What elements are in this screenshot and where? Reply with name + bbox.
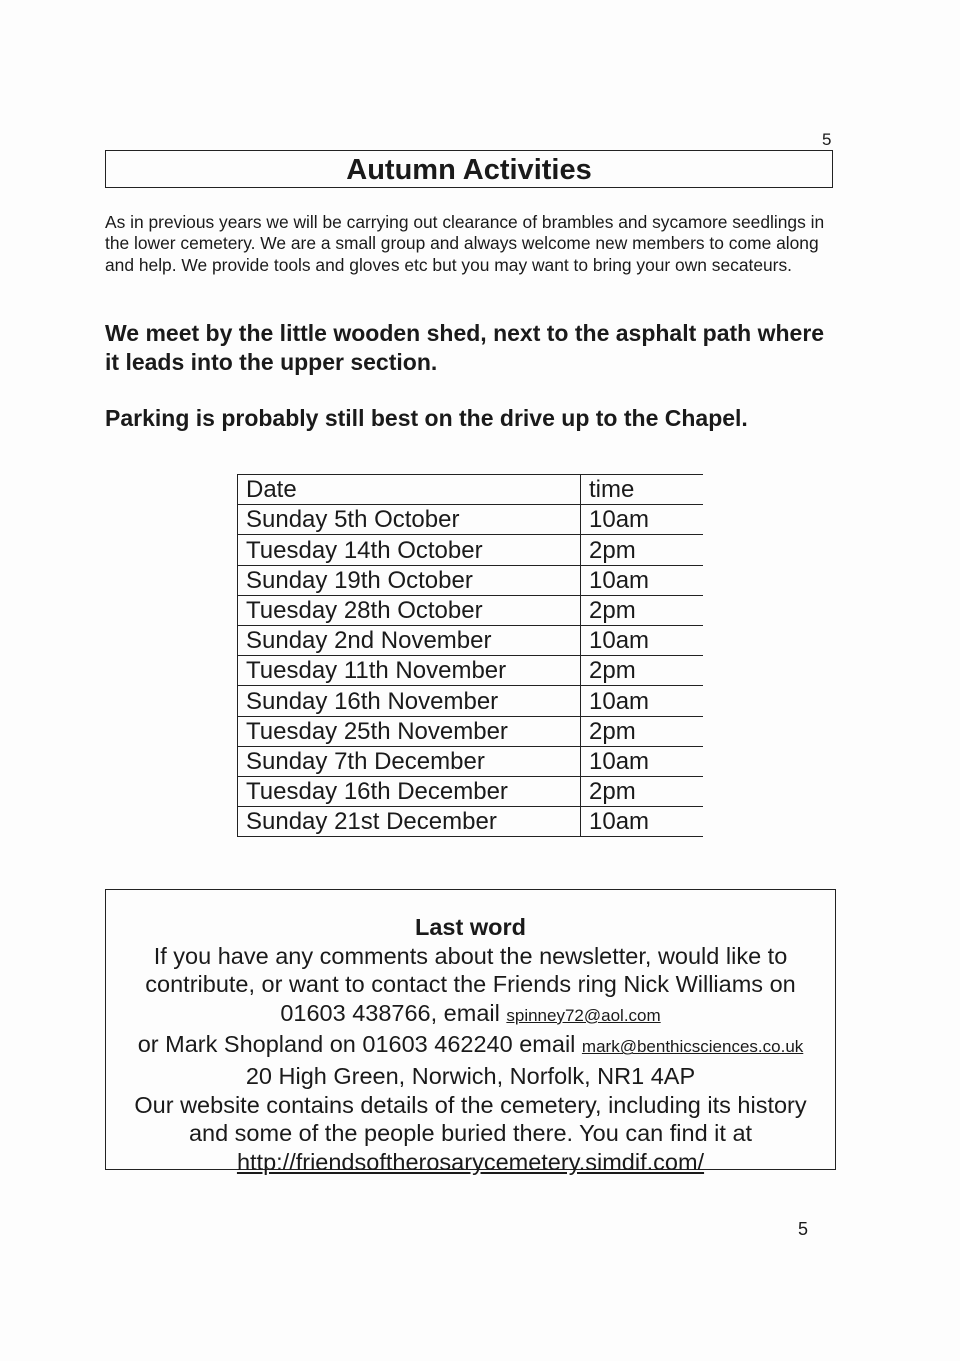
schedule-time-cell: 2pm bbox=[581, 716, 704, 746]
schedule-date-cell: Tuesday 14th October bbox=[238, 535, 581, 565]
schedule-date-cell: Sunday 21st December bbox=[238, 807, 581, 837]
contact-line-2: contribute, or want to contact the Friends ring Nick Williams on bbox=[145, 971, 796, 998]
last-word-heading: Last word bbox=[415, 914, 526, 940]
page-title: Autumn Activities bbox=[105, 150, 833, 188]
meeting-place-note: We meet by the little wooden shed, next to the asphalt path where it leads into the upper section. bbox=[105, 320, 825, 375]
contact-line-1: If you have any comments about the newsletter, would like to bbox=[153, 942, 788, 969]
schedule-table bbox=[237, 474, 703, 837]
page-number-top: 5 bbox=[822, 130, 832, 149]
schedule-date-cell: Sunday 16th November bbox=[238, 686, 581, 716]
schedule-time-cell: 2pm bbox=[581, 776, 704, 806]
schedule-row bbox=[238, 505, 704, 535]
schedule-row bbox=[238, 656, 704, 686]
schedule-date-cell: Sunday 19th October bbox=[238, 565, 581, 595]
schedule-row bbox=[238, 565, 704, 595]
schedule-time-cell: 2pm bbox=[581, 595, 704, 625]
schedule-row bbox=[238, 535, 704, 565]
schedule-date-cell: Tuesday 11th November bbox=[238, 656, 581, 686]
schedule-date-cell: Sunday 7th December bbox=[238, 746, 581, 776]
schedule-date-cell: Tuesday 25th November bbox=[238, 716, 581, 746]
email-link-benthic[interactable]: mark@benthicsciences.co.uk bbox=[581, 1037, 804, 1057]
schedule-time-cell: 10am bbox=[581, 625, 704, 655]
time-column-header: time bbox=[581, 475, 704, 505]
website-info-line-1: Our website contains details of the cemetery, including its history bbox=[134, 1091, 807, 1118]
page-number-bottom: 5 bbox=[798, 1219, 809, 1239]
schedule-row bbox=[238, 595, 704, 625]
schedule-header-row bbox=[238, 475, 704, 505]
contact-line-3 bbox=[106, 999, 835, 1031]
postal-address: 20 High Green, Norwich, Norfolk, NR1 4AP bbox=[245, 1062, 696, 1089]
email-link-spinney[interactable]: spinney72@aol.com bbox=[506, 1005, 661, 1025]
intro-paragraph: As in previous years we will be carrying out clearance of brambles and sycamore seedlings in the lower cemetery. We are a small group and always welcome new members to come along and help. We provide tools and gloves etc but you may want to bring your own secateurs. bbox=[105, 212, 825, 275]
schedule-row bbox=[238, 746, 704, 776]
contact-line-4 bbox=[106, 1030, 835, 1062]
last-word-box bbox=[105, 889, 836, 1175]
mark-phone-text: or Mark Shopland on 01603 462240 email bbox=[137, 1031, 582, 1058]
schedule-date-cell: Sunday 2nd November bbox=[238, 625, 581, 655]
schedule-time-cell: 10am bbox=[581, 746, 704, 776]
schedule-row bbox=[238, 776, 704, 806]
parking-note: Parking is probably still best on the drive up to the Chapel. bbox=[105, 405, 748, 431]
schedule-row bbox=[238, 807, 704, 837]
schedule-time-cell: 2pm bbox=[581, 656, 704, 686]
website-info-line-2: and some of the people buried there. You can find it at bbox=[188, 1120, 753, 1147]
schedule-row bbox=[238, 686, 704, 716]
schedule-row bbox=[238, 716, 704, 746]
date-column-header: Date bbox=[238, 475, 581, 505]
schedule-time-cell: 10am bbox=[581, 565, 704, 595]
schedule-time-cell: 10am bbox=[581, 807, 704, 837]
schedule-date-cell: Tuesday 28th October bbox=[238, 595, 581, 625]
schedule-row bbox=[238, 625, 704, 655]
nick-phone-text: 01603 438766, email bbox=[280, 999, 507, 1026]
schedule-time-cell: 2pm bbox=[581, 535, 704, 565]
schedule-date-cell: Sunday 5th October bbox=[238, 505, 581, 535]
schedule-time-cell: 10am bbox=[581, 505, 704, 535]
schedule-date-cell: Tuesday 16th December bbox=[238, 776, 581, 806]
schedule-time-cell: 10am bbox=[581, 686, 704, 716]
website-link[interactable]: http://friendsoftherosarycemetery.simdif.com/ bbox=[236, 1148, 705, 1175]
